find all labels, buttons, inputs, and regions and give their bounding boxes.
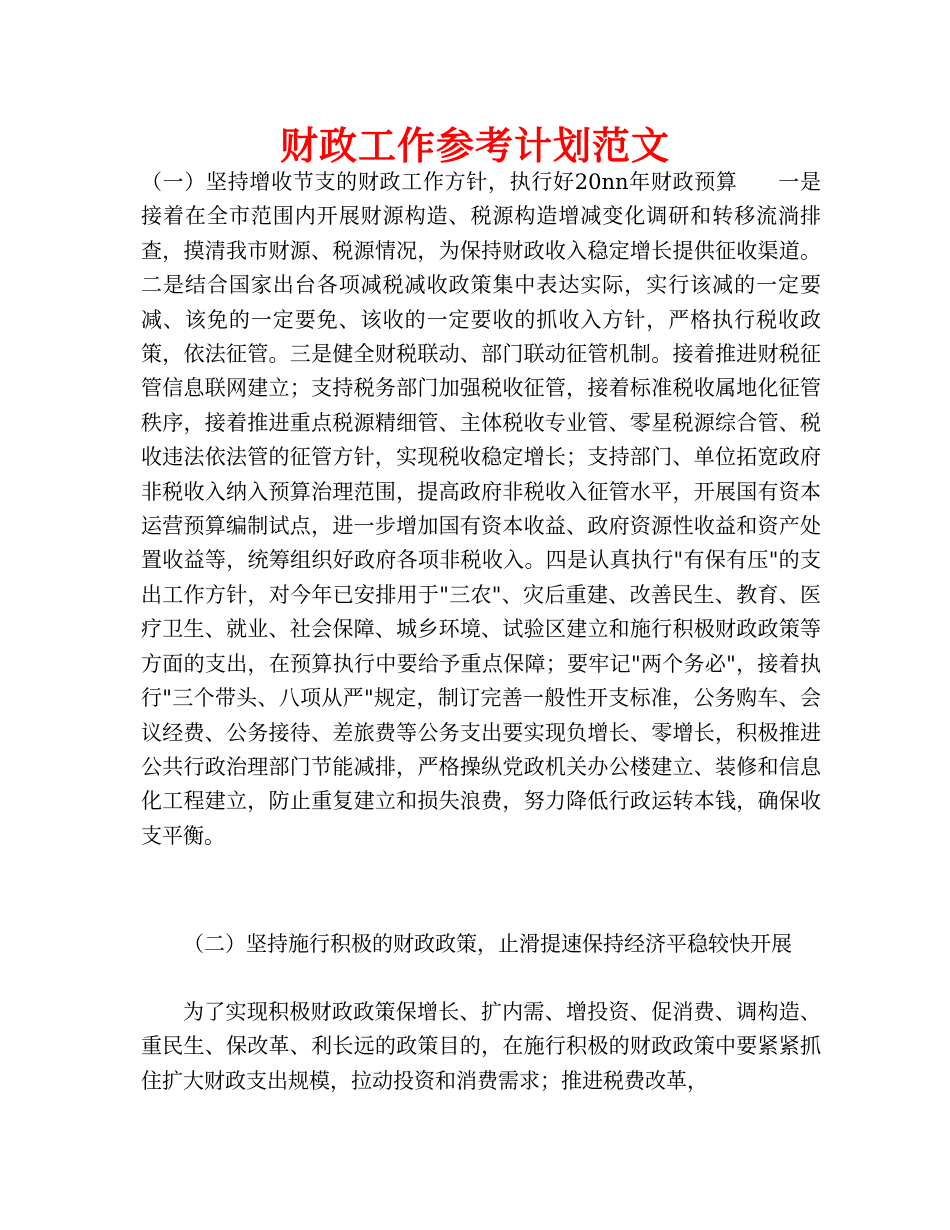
section-heading-1: （一）坚持增收节支的财政工作方针，执行好20nn年财政预算 — [141, 170, 738, 194]
section-heading-2: （二）坚持施行积极的财政政策，止滑提速保持经济平稳较快开展 — [183, 932, 792, 956]
paragraph-1-text: 一是接着在全市范围内开展财源构造、税源构造增减变化调研和转移流淌排查，摸清我市财源、税源情况，为保持财政收入稳定增长提供征收渠道。二是结合国家出台各项减税减收政策集中表达实际，实行该减的一定要减、该免的一定要免、该收的一定要收的抓收入方针，严格执行税收政策，依法征管。三是健全财税联动、部门联动征管机制。接着推进财税征管信息联网建立；支持税务部门加强税收征管，接着标准税收属地化征管秩序，接着推进重点税源精细管、主体税收专业管、零星税源综合管、税收违法依法管的征管方针，实现税收稳定增长；支持部门、单位拓宽政府非税收入纳入预算治理范围，提高政府非税收入征管水平，开展国有资本运营预算编制试点，进一步增加国有资本收益、政府资源性收益和资产处置收益等，统筹组织好政府各项非税收入。四是认真执行"有保有压"的支出工作方针，对今年已安排用于"三农"、灾后重建、改善民生、教育、医疗卫生、就业、社会保障、城乡环境、试验区建立和施行积极财政政策等方面的支出，在预算执行中要给予重点保障；要牢记"两个务必"，接着执行"三个带头、八项从严"规定，制订完善一般性开支标准，公务购车、会议经费、公务接待、差旅费等公务支出要实现负增长、零增长，积极推进公共行政治理部门节能减排，严格操纵党政机关办公楼建立、装修和信息化工程建立，防止重复建立和损失浪费，努力降低行政运转本钱，确保收支平衡。 — [141, 170, 821, 848]
page-title: 财政工作参考计划范文 — [279, 124, 670, 168]
paragraph-1 — [141, 165, 821, 853]
paragraph-3: 为了实现积极财政政策保增长、扩内需、增投资、促消费、调构造、重民生、保改革、利长远的政策目的，在施行积极的财政政策中要紧紧抓住扩大财政支出规模，拉动投资和消费需求；推进税费改革， — [141, 1000, 821, 1093]
